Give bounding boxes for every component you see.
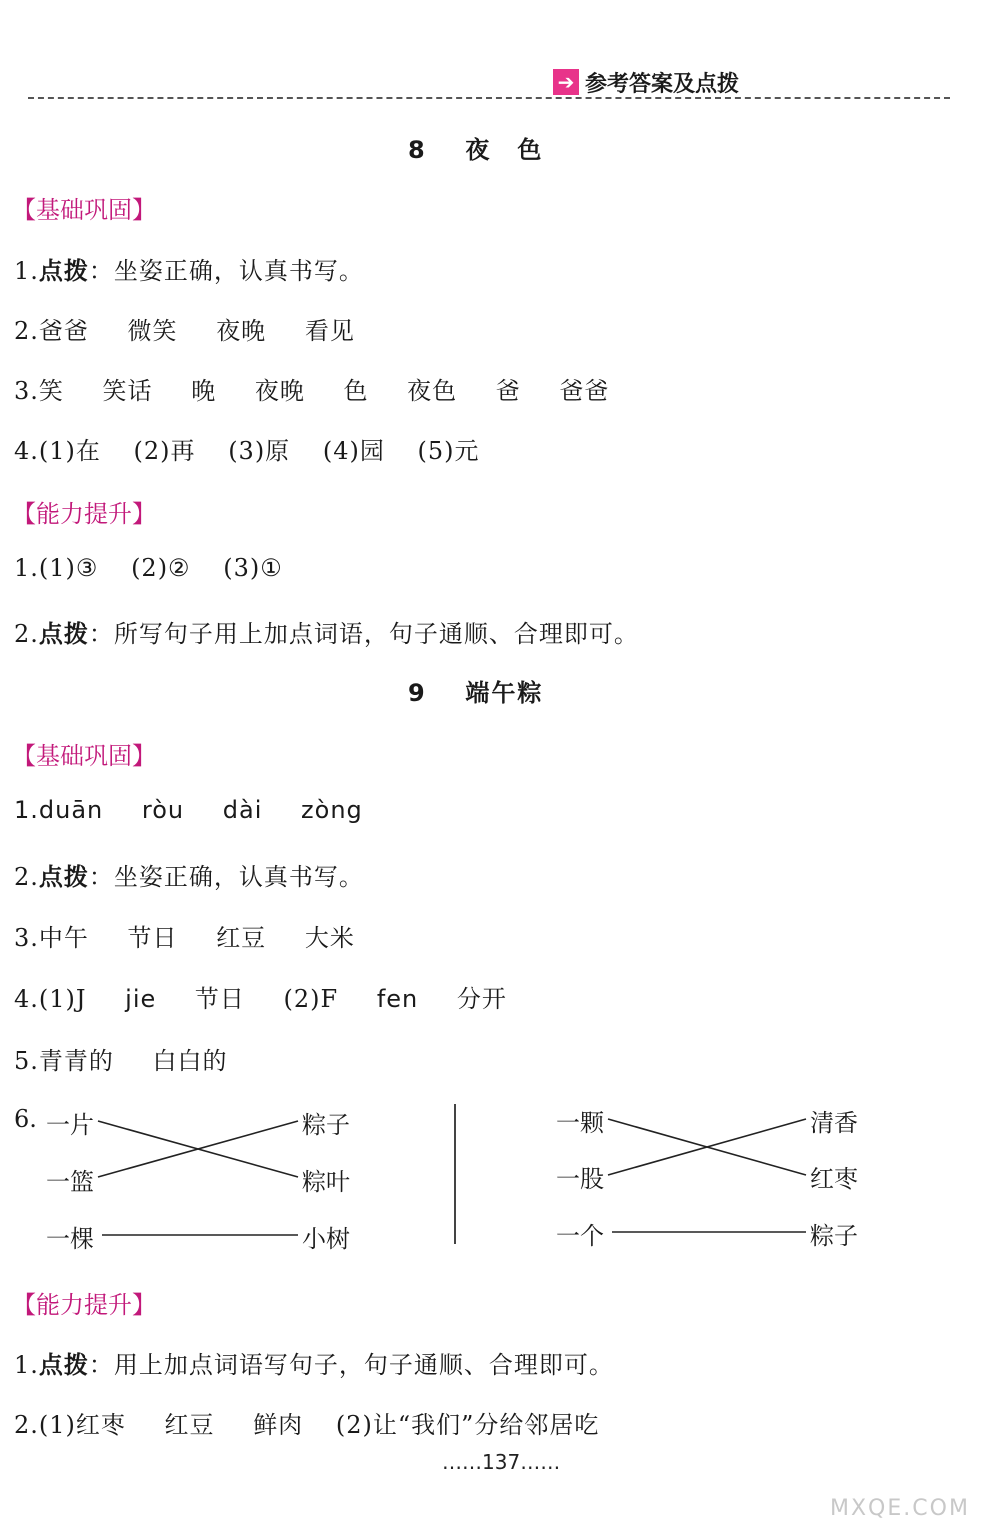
q-num: 1. — [14, 1351, 39, 1379]
match2-left-a: 一颗 — [556, 1109, 604, 1137]
answer: (2)让“我们”分给邻居吃 — [335, 1411, 600, 1439]
answer: 4.(1)在 — [14, 437, 101, 465]
answer: ròu — [141, 796, 185, 824]
hint-label: 点拨 — [38, 620, 89, 648]
q-num: 2. — [14, 863, 39, 891]
answer: 爸 — [495, 377, 521, 405]
q-num: 1. — [14, 257, 39, 285]
answer: 爸爸 — [559, 377, 610, 405]
hint-label: 点拨 — [38, 257, 89, 285]
dots-right: …… — [520, 1450, 561, 1474]
lesson8-basic-heading: 【基础巩固】 — [12, 196, 156, 224]
answer: 白白的 — [152, 1047, 228, 1075]
answer: 2.(1)红枣 — [14, 1411, 126, 1439]
answer: 鲜肉 — [253, 1411, 304, 1439]
match-right-a: 粽子 — [302, 1111, 350, 1139]
answer: 红豆 — [216, 924, 267, 952]
match-left-c: 一棵 — [46, 1225, 94, 1253]
answer: 夜色 — [407, 377, 458, 405]
hint-text: ：坐姿正确，认真书写。 — [88, 863, 364, 891]
lesson8-ability-heading: 【能力提升】 — [12, 500, 156, 528]
lesson9-number: 9 — [408, 679, 427, 707]
hint-text: ：坐姿正确，认真书写。 — [88, 257, 364, 285]
match-right-c: 小树 — [302, 1225, 350, 1253]
answer: 色 — [343, 377, 369, 405]
answer: 1.(1)③ — [14, 554, 99, 582]
lesson9-a2 — [14, 1405, 599, 1440]
answer: fen — [376, 985, 419, 1013]
answer: 大米 — [304, 924, 355, 952]
answer: 晚 — [191, 377, 217, 405]
match2-right-a: 清香 — [810, 1109, 858, 1137]
answer: 3.中午 — [14, 924, 89, 952]
answer: 5.青青的 — [14, 1047, 114, 1075]
answer: 看见 — [304, 317, 355, 345]
page-number-value: 137 — [482, 1450, 521, 1474]
answer: 微笑 — [127, 317, 178, 345]
answer: dài — [222, 796, 263, 824]
answer: 1.duān — [14, 796, 104, 824]
match2-left-c: 一个 — [556, 1222, 604, 1250]
answer: 红豆 — [164, 1411, 215, 1439]
arrow-right-icon: ➔ — [553, 69, 579, 95]
hint-label: 点拨 — [38, 1351, 89, 1379]
lesson8-number: 8 — [408, 136, 427, 164]
hint-text: ：所写句子用上加点词语，句子通顺、合理即可。 — [88, 620, 639, 648]
header-title: 参考答案及点拨 — [585, 71, 740, 97]
answer: 分开 — [456, 985, 507, 1013]
answer: 节日 — [194, 985, 245, 1013]
lesson9-ability-heading: 【能力提升】 — [12, 1291, 156, 1319]
hint-text: ：用上加点词语写句子，句子通顺、合理即可。 — [88, 1351, 614, 1379]
match-left-a: 一片 — [46, 1111, 94, 1139]
page-number — [442, 1450, 560, 1474]
answer: (3)原 — [228, 437, 291, 465]
lesson9-basic-heading: 【基础巩固】 — [12, 742, 156, 770]
answer: (2)② — [131, 554, 191, 582]
answer: 4.(1)J — [14, 985, 87, 1013]
answer: jie — [125, 985, 157, 1013]
watermark: MXQE.COM — [830, 1496, 970, 1521]
answer: (4)园 — [322, 437, 385, 465]
q-num: 2. — [14, 620, 39, 648]
match-right-b: 粽叶 — [302, 1168, 350, 1196]
answer: 节日 — [127, 924, 178, 952]
lesson8-name: 夜 色 — [465, 136, 544, 164]
lesson9-name: 端午粽 — [465, 679, 544, 707]
match2-left-b: 一股 — [556, 1165, 604, 1193]
answer: 夜晚 — [216, 317, 267, 345]
lesson9-q6-number: 6. — [14, 1105, 37, 1133]
dots-left: …… — [442, 1450, 482, 1474]
match2-right-b: 红枣 — [810, 1165, 858, 1193]
answer: 夜晚 — [254, 377, 305, 405]
match2-right-c: 粽子 — [810, 1222, 858, 1250]
lesson9-a1 — [14, 1345, 614, 1380]
match-left-b: 一篮 — [46, 1168, 94, 1196]
answer: (2)再 — [133, 437, 196, 465]
answer: 3.笑 — [14, 377, 64, 405]
answer: 笑话 — [102, 377, 153, 405]
hint-label: 点拨 — [38, 863, 89, 891]
answer: 2.爸爸 — [14, 317, 89, 345]
answer: (2)F — [283, 985, 339, 1013]
answer: zòng — [301, 796, 363, 824]
answer: (5)元 — [417, 437, 480, 465]
answer: (3)① — [223, 554, 283, 582]
